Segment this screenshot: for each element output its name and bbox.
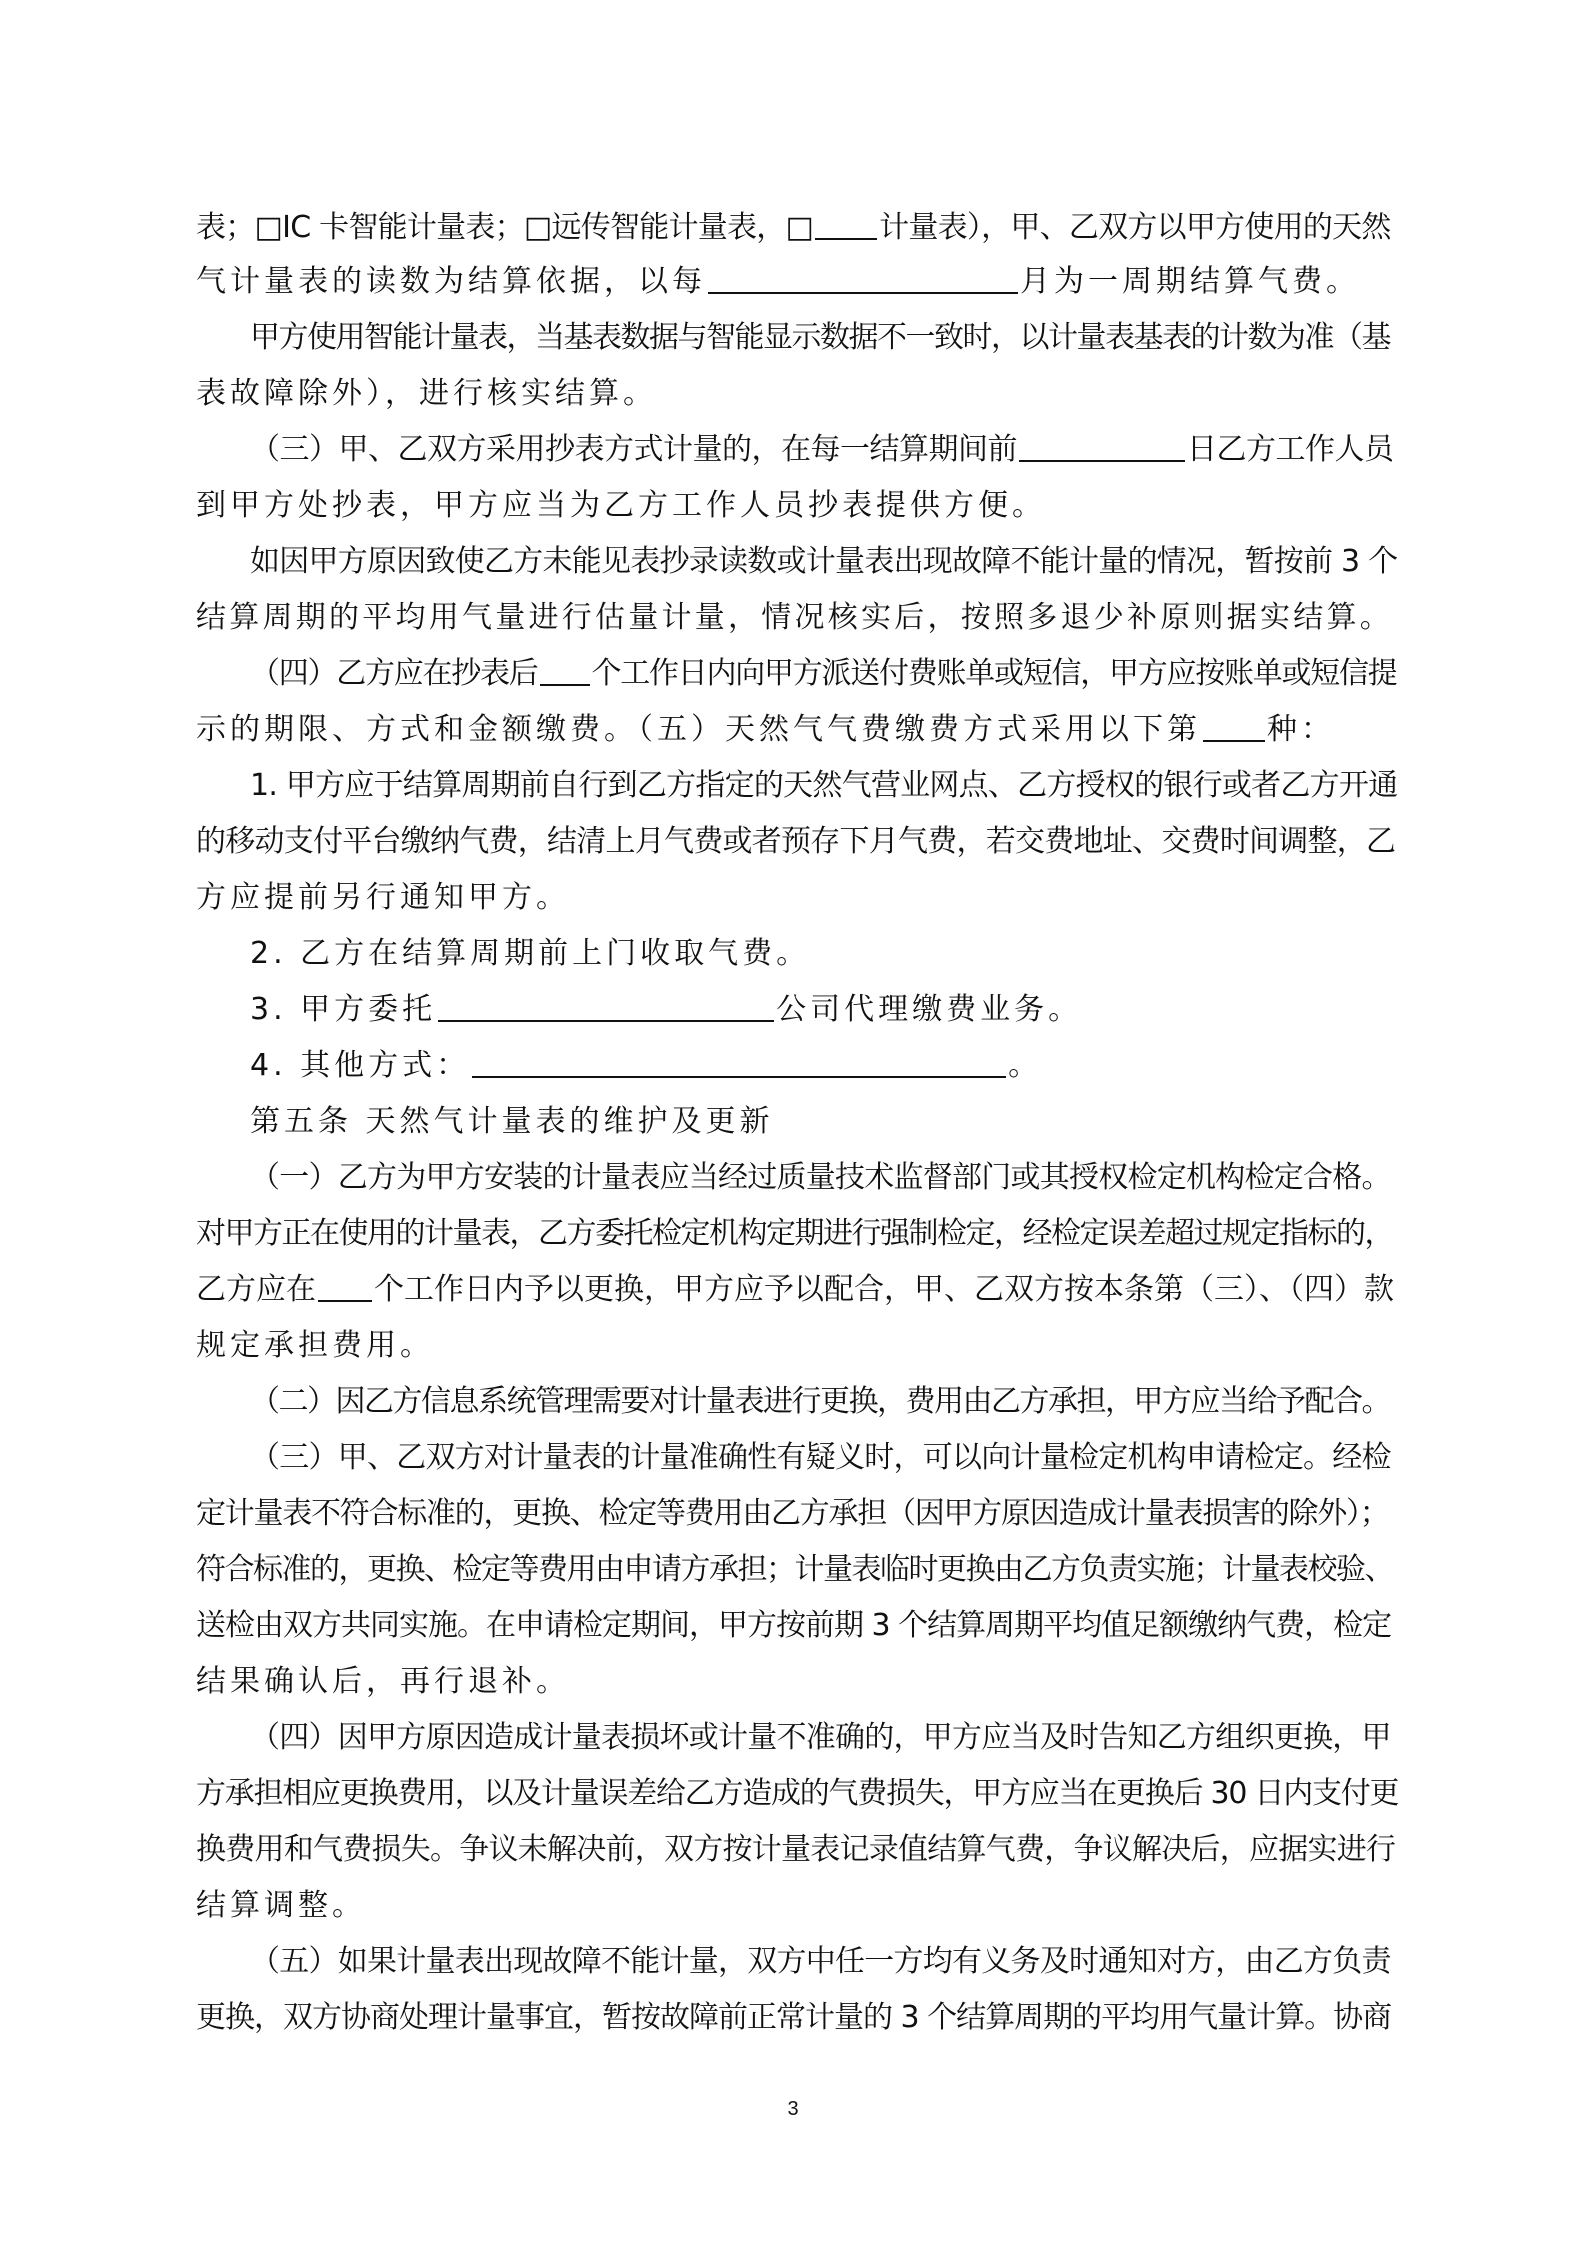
text-line [250,1046,1398,1086]
text-segment: 个工作日内予以更换，甲方应予以配合，甲、乙双方按本条第（三）、（四）款 [374,1272,1394,1307]
text-line [250,1438,1398,1478]
text-line [250,990,1398,1030]
text-segment: 如因甲方原因致使乙方未能见表抄录读数或计量表出现故障不能计量的情况，暂按前 3 个 [250,544,1398,579]
text-line [196,262,1398,302]
text-line [250,430,1398,470]
text-line [250,1718,1398,1758]
blank-underline [318,1272,372,1302]
blank-underline [815,210,877,240]
text-segment: （五）如果计量表出现故障不能计量，双方中任一方均有义务及时通知对方，由乙方负责 [250,1944,1391,1979]
text-line [196,1326,1398,1366]
text-segment: 表故障除外），进行核实结算。 [196,376,657,411]
text-segment: 公司代理缴费业务。 [776,992,1083,1027]
text-line [196,822,1398,862]
text-line [196,1214,1398,1254]
text-segment: 送检由双方共同实施。在申请检定期间，甲方按前期 3 个结算周期平均值足额缴纳气费，检定 [196,1608,1392,1643]
page-number: 3 [787,2098,799,2120]
text-segment: 对甲方正在使用的计量表，乙方委托检定机构定期进行强制检定，经检定误差超过规定指标的， [196,1216,1393,1251]
text-segment: 。 [1008,1048,1043,1083]
blank-underline [438,992,774,1022]
text-segment: 2. 乙方在结算周期前上门收取气费。 [250,936,811,971]
blank-underline [472,1048,1006,1078]
text-line [250,318,1398,358]
blank-underline [540,656,590,686]
text-segment: 乙方应在 [196,1272,316,1307]
text-line [196,486,1398,526]
text-segment: 结算周期的平均用气量进行估量计量，情况核实后，按照多退少补原则据实结算。 [196,600,1393,635]
text-segment: （四）乙方应在抄表后 [250,656,538,691]
text-line [196,1270,1398,1310]
text-line [250,1158,1398,1198]
text-segment: 1. 甲方应于结算周期前自行到乙方指定的天然气营业网点、乙方授权的银行或者乙方开通 [250,768,1398,803]
text-line [196,598,1398,638]
text-line [196,1606,1398,1646]
text-segment: 定计量表不符合标准的，更换、检定等费用由乙方承担（因甲方原因造成计量表损害的除外）； [196,1496,1389,1531]
text-segment: （三）甲、乙双方对计量表的计量准确性有疑义时，可以向计量检定机构申请检定。经检 [250,1440,1391,1475]
text-segment: 日乙方工作人员 [1187,432,1394,467]
text-segment: 个工作日内向甲方派送付费账单或短信，甲方应按账单或短信提 [591,656,1397,691]
text-segment: （一）乙方为甲方安装的计量表应当经过质量技术监督部门或其授权检定机构检定合格。 [250,1160,1391,1195]
text-segment: 3. 甲方委托 [250,992,437,1027]
text-line [250,1942,1398,1982]
text-line [196,710,1398,750]
text-segment: 方应提前另行通知甲方。 [196,880,570,915]
text-line [196,1662,1398,1702]
section-heading [250,1102,1398,1142]
text-line [196,1886,1398,1926]
text-line [196,1550,1398,1590]
text-segment: （二）因乙方信息系统管理需要对计量表进行更换，费用由乙方承担，甲方应当给予配合。 [250,1384,1390,1419]
text-segment: 第五条 天然气计量表的维护及更新 [250,1104,774,1139]
text-segment: （四）因甲方原因造成计量表损坏或计量不准确的，甲方应当及时告知乙方组织更换，甲 [250,1720,1391,1755]
text-segment: 种： [1267,712,1335,747]
text-segment: 气计量表的读数为结算依据，以每 [196,264,706,299]
text-line [196,1774,1398,1814]
text-line [250,654,1398,694]
text-segment: 示的期限、方式和金额缴费。（五）天然气气费缴费方式采用以下第 [196,712,1201,747]
text-segment: 规定承担费用。 [196,1328,434,1363]
blank-underline [1019,432,1185,462]
text-line [250,1382,1398,1422]
text-segment: 更换，双方协商处理计量事宜，暂按故障前正常计量的 3 个结算周期的平均用气量计算。协商 [196,2000,1392,2035]
text-segment: 结算调整。 [196,1888,366,1923]
text-line [196,1998,1398,2038]
text-segment: 结果确认后，再行退补。 [196,1664,570,1699]
blank-underline [1203,712,1265,742]
text-line [196,208,1398,248]
text-segment: 表；□IC 卡智能计量表；□远传智能计量表，□ [196,210,814,245]
text-line [196,374,1398,414]
text-line [196,1830,1398,1870]
text-segment: 换费用和气费损失。争议未解决前，双方按计量表记录值结算气费，争议解决后，应据实进行 [196,1832,1396,1867]
text-line [196,878,1398,918]
text-segment: 月为一周期结算气费。 [1020,264,1360,299]
text-segment: （三）甲、乙双方采用抄表方式计量的，在每一结算期间前 [250,432,1017,467]
text-line [196,1494,1398,1534]
text-segment: 甲方使用智能计量表，当基表数据与智能显示数据不一致时，以计量表基表的计数为准（基 [250,320,1390,355]
blank-underline [708,264,1018,294]
text-segment: 方承担相应更换费用，以及计量误差给乙方造成的气费损失，甲方应当在更换后 30 日内支付更 [196,1776,1399,1811]
text-segment: 符合标准的，更换、检定等费用由申请方承担；计量表临时更换由乙方负责实施；计量表校验、 [196,1552,1393,1587]
text-line [250,934,1398,974]
text-line [250,766,1398,806]
text-line [250,542,1398,582]
text-segment: 到甲方处抄表，甲方应当为乙方工作人员抄表提供方便。 [196,488,1046,523]
text-segment: 的移动支付平台缴纳气费，结清上月气费或者预存下月气费，若交费地址、交费时间调整，乙 [196,824,1396,859]
text-segment: 4. 其他方式： [250,1048,471,1083]
text-segment: 计量表），甲、乙双方以甲方使用的天然 [879,210,1391,245]
